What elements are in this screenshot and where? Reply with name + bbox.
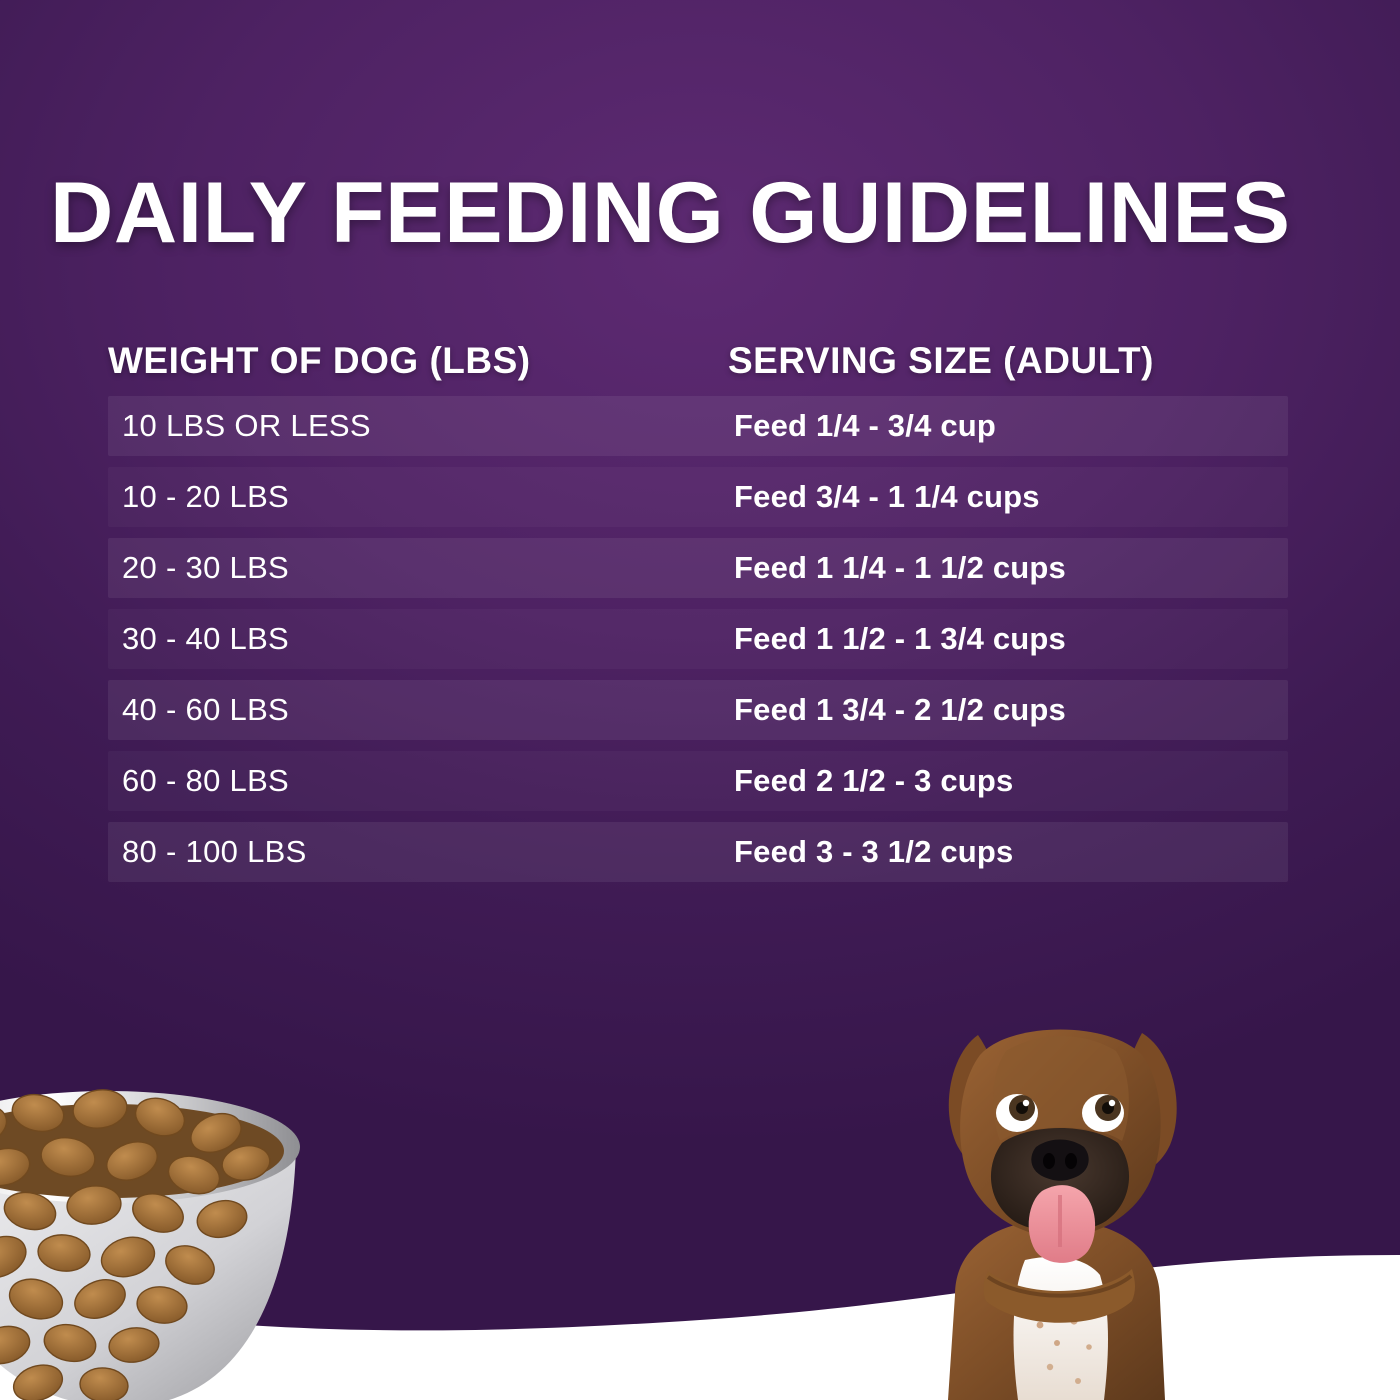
table-row	[108, 467, 1288, 527]
cell-serving: Feed 1 1/4 - 1 1/2 cups	[734, 550, 1066, 585]
table-row	[108, 538, 1288, 598]
table-row	[108, 822, 1288, 882]
cell-serving: Feed 1 1/2 - 1 3/4 cups	[734, 621, 1066, 656]
cell-weight: 40 - 60 LBS	[122, 692, 290, 727]
cell-weight: 60 - 80 LBS	[122, 763, 290, 798]
cell-serving: Feed 1/4 - 3/4 cup	[734, 408, 997, 443]
cell-weight: 20 - 30 LBS	[122, 550, 290, 585]
table-row	[108, 680, 1288, 740]
cell-weight: 10 - 20 LBS	[122, 479, 290, 514]
table-row	[108, 396, 1288, 456]
column-header-weight: WEIGHT OF DOG (LBS)	[108, 340, 531, 381]
kibble-bowl-photo	[0, 1085, 350, 1400]
cell-serving: Feed 3 - 3 1/2 cups	[734, 834, 1014, 869]
cell-weight: 30 - 40 LBS	[122, 621, 290, 656]
cell-weight: 80 - 100 LBS	[122, 834, 307, 869]
cell-serving: Feed 2 1/2 - 3 cups	[734, 763, 1014, 798]
feeding-table	[108, 340, 1288, 893]
column-header-serving: SERVING SIZE (ADULT)	[728, 340, 1154, 381]
cell-weight: 10 LBS OR LESS	[122, 408, 371, 443]
table-row	[108, 751, 1288, 811]
dog-photo	[860, 995, 1260, 1400]
cell-serving: Feed 1 3/4 - 2 1/2 cups	[734, 692, 1066, 727]
cell-serving: Feed 3/4 - 1 1/4 cups	[734, 479, 1040, 514]
page-title: DAILY FEEDING GUIDELINES	[50, 165, 1291, 261]
table-row	[108, 609, 1288, 669]
table-header-row	[108, 340, 1288, 396]
